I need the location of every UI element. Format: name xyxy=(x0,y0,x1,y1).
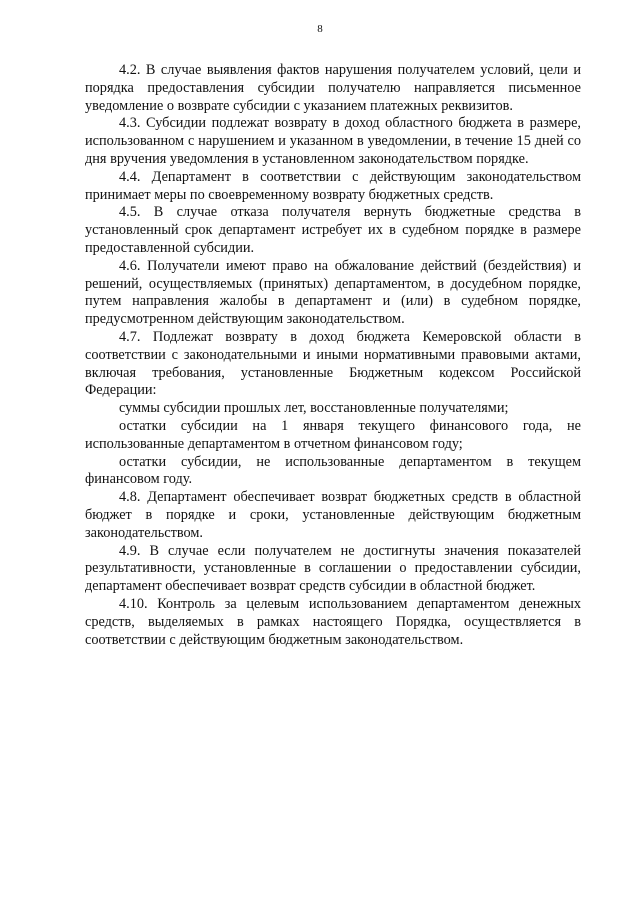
paragraph-4-6: 4.6. Получатели имеют право на обжалование действий (бездействия) и решений, осуществляемых (принятых) департаментом, в досудебном порядке, путем направления жалобы в департамент и (или) в судебном порядке, предусмотренном действующим законодательством. xyxy=(85,257,581,328)
list-item-prior-year-sums: суммы субсидии прошлых лет, восстановленные получателями; xyxy=(119,400,509,417)
document-body xyxy=(85,62,581,649)
paragraph-4-7: 4.7. Подлежат возврату в доход бюджета Кемеровской области в соответствии с законодательными и иными нормативными правовыми актами, включая требования, установленные Бюджетным кодексом Российской Федерации: xyxy=(85,328,581,399)
list-item-current-year-balances: остатки субсидии, не использованные департаментом в текущем финансовом году. xyxy=(85,453,581,488)
paragraph-4-2: 4.2. В случае выявления фактов нарушения получателем условий, цели и порядка предоставления субсидии получателю направляется письменное уведомление о возврате субсидии с указанием платежных реквизитов. xyxy=(85,62,581,114)
paragraph-4-8: 4.8. Департамент обеспечивает возврат бюджетных средств в областной бюджет в порядке и сроки, установленные действующим бюджетным законодательством. xyxy=(85,489,581,541)
page-number: 8 xyxy=(317,23,323,35)
list-item-january-balances: остатки субсидии на 1 января текущего финансового года, не использованные департаментом в отчетном финансовом году; xyxy=(85,417,581,452)
paragraph-4-4: 4.4. Департамент в соответствии с действующим законодательством принимает меры по своевременному возврату бюджетных средств. xyxy=(85,168,581,203)
paragraph-4-9: 4.9. В случае если получателем не достигнуты значения показателей результативности, установленные в соглашении о предоставлении субсидии, департамент обеспечивает возврат средств субсидии в областной бюджет. xyxy=(85,542,581,595)
paragraph-4-10: 4.10. Контроль за целевым использованием департаментом денежных средств, выделяемых в рамках настоящего Порядка, осуществляется в соответствии с действующим бюджетным законодательством. xyxy=(85,595,581,648)
paragraph-4-5: 4.5. В случае отказа получателя вернуть бюджетные средства в установленный срок департамент истребует их в судебном порядке в размере предоставленной субсидии. xyxy=(85,204,581,256)
paragraph-4-3: 4.3. Субсидии подлежат возврату в доход областного бюджета в размере, использованном с нарушением и указанном в уведомлении, в течение 15 дней со дня вручения уведомления в установленном законодательством порядке. xyxy=(85,115,581,167)
